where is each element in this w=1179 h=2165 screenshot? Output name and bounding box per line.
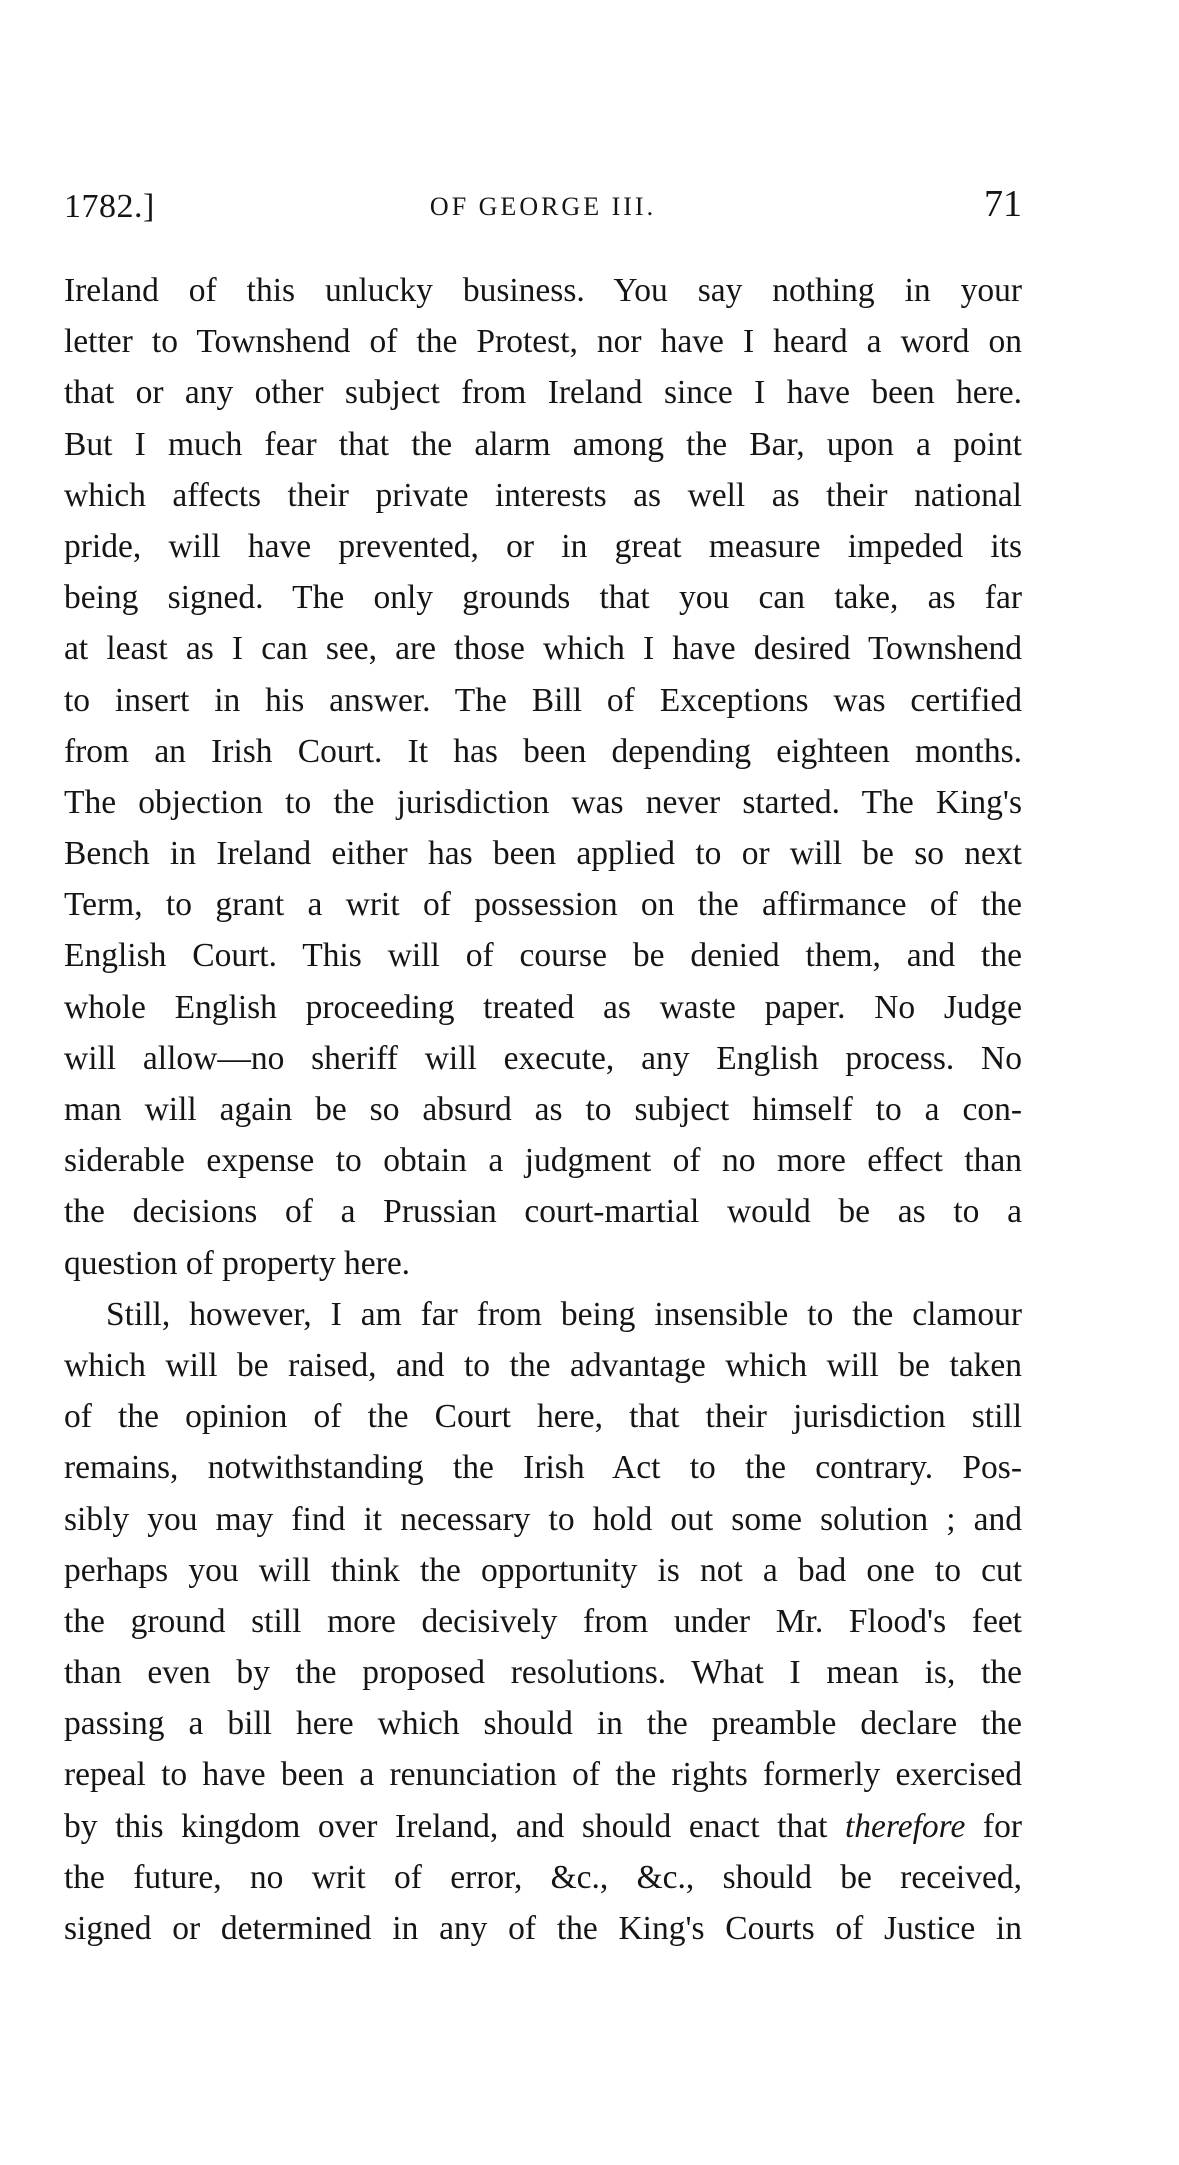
text-line: signed or determined in any of the King's Courts of Justice in (64, 1910, 1022, 1947)
text-line: remains, notwithstanding the Irish Act to the contrary. Pos- (64, 1449, 1022, 1487)
text-line: will allow—no sheriff will execute, any English process. No (64, 1039, 1022, 1077)
running-head-year: 1782.] (64, 188, 155, 225)
text-line: Term, to grant a writ of possession on the affirmance of the (64, 886, 1022, 924)
text-line: that or any other subject from Ireland since I have been here. (64, 374, 1022, 412)
text-line: letter to Townshend of the Protest, nor have I heard a word on (64, 323, 1022, 361)
text-line: question of property here. (64, 1244, 411, 1282)
running-head (64, 182, 1022, 232)
text-line: than even by the proposed resolutions. What I mean is, the (64, 1654, 1022, 1692)
text-line: from an Irish Court. It has been depending eighteen months. (64, 732, 1022, 770)
text-line: English Court. This will of course be denied them, and the (64, 937, 1022, 975)
text-line: Ireland of this unlucky business. You say nothing in your (64, 272, 1022, 309)
running-head-title: OF GEORGE III. (429, 192, 657, 221)
text-line: to insert in his answer. The Bill of Exceptions was certified (64, 681, 1022, 719)
text-line: the future, no writ of error, &c., &c., should be received, (64, 1858, 1022, 1896)
paragraph-2 (64, 1289, 1022, 1954)
text-line: sibly you may find it necessary to hold out some solution ; and (64, 1500, 1022, 1538)
text-line: by this kingdom over Ireland, and should enact that therefore for (64, 1807, 1022, 1845)
body-text (64, 265, 1022, 1954)
text-line: But I much fear that the alarm among the Bar, upon a point (64, 425, 1022, 463)
text-line: which will be raised, and to the advantage which will be taken (64, 1346, 1022, 1384)
text-line: which affects their private interests as well as their national (64, 476, 1022, 514)
text-line: Still, however, I am far from being insensible to the clamour (106, 1295, 1022, 1333)
text-line: man will again be so absurd as to subject himself to a con- (64, 1091, 1022, 1128)
text-line: passing a bill here which should in the preamble declare the (64, 1705, 1022, 1743)
text-line: pride, will have prevented, or in great measure impeded its (64, 527, 1022, 565)
text-line: the ground still more decisively from under Mr. Flood's feet (64, 1602, 1022, 1640)
text-line: repeal to have been a renunciation of the rights formerly exercised (64, 1756, 1022, 1794)
text-line: of the opinion of the Court here, that their jurisdiction still (64, 1398, 1022, 1436)
page-number: 71 (984, 183, 1022, 225)
text-line: siderable expense to obtain a judgment of no more effect than (64, 1142, 1022, 1180)
text-line: whole English proceeding treated as waste paper. No Judge (64, 988, 1022, 1026)
text-line: perhaps you will think the opportunity is not a bad one to cut (64, 1551, 1022, 1589)
text-line: at least as I can see, are those which I have desired Townshend (64, 630, 1022, 668)
paragraph-1 (64, 265, 1022, 1289)
text-line: Bench in Ireland either has been applied to or will be so next (64, 835, 1022, 873)
text-line: The objection to the jurisdiction was never started. The King's (64, 783, 1022, 821)
italic-word: therefore (845, 1807, 966, 1845)
text-line: the decisions of a Prussian court-martial would be as to a (64, 1193, 1022, 1231)
text-line: being signed. The only grounds that you can take, as far (64, 579, 1022, 617)
